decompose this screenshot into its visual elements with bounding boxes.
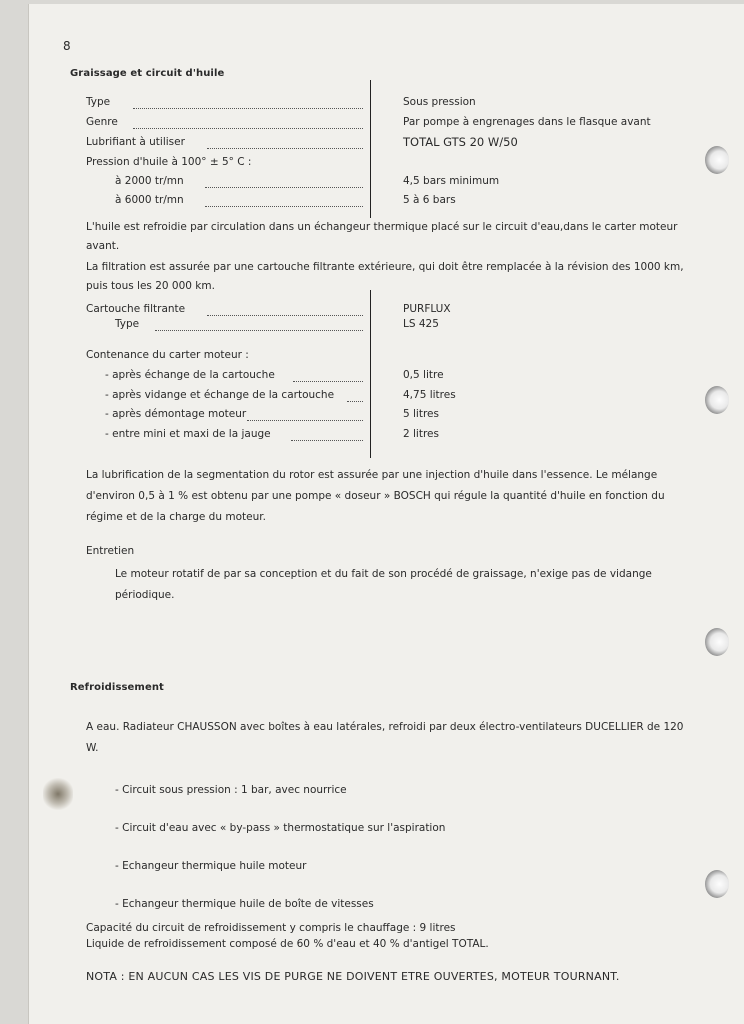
dot-leader <box>133 128 363 129</box>
spec-label: - entre mini et maxi de la jauge <box>105 428 271 440</box>
spec-value: 5 litres <box>403 408 439 420</box>
spec-value: PURFLUX <box>403 303 451 315</box>
spec-label: - après vidange et échange de la cartouche <box>105 389 335 401</box>
section-title-refroidissement: Refroidissement <box>70 682 164 693</box>
binder-hole <box>705 146 729 174</box>
spec-label: Contenance du carter moteur : <box>86 349 249 361</box>
entretien-label: Entretien <box>86 545 135 557</box>
dot-leader <box>291 440 363 441</box>
dot-leader <box>133 108 363 109</box>
spec-label: Cartouche filtrante <box>86 303 186 315</box>
list-item: - Echangeur thermique huile de boîte de vitesses <box>115 898 374 910</box>
dot-leader <box>207 148 363 149</box>
dot-leader <box>247 420 363 421</box>
spec-label: à 6000 tr/mn <box>115 194 184 206</box>
column-divider <box>370 80 371 218</box>
spec-label: Type <box>115 318 140 330</box>
binder-hole <box>705 386 729 414</box>
spec-value: 4,75 litres <box>403 389 456 401</box>
list-item: - Circuit sous pression : 1 bar, avec nourrice <box>115 784 347 796</box>
paragraph: A eau. Radiateur CHAUSSON avec boîtes à eau latérales, refroidi par deux électro-ventilateurs DUCELLIER de 120 W. <box>86 721 684 754</box>
document-page <box>28 4 744 1024</box>
spec-label: Type <box>86 96 111 108</box>
column-divider <box>370 290 371 458</box>
binder-hole <box>705 628 729 656</box>
spec-label: - après démontage moteur <box>105 408 247 420</box>
paragraph: La lubrification de la segmentation du rotor est assurée par une injection d'huile dans l'essence. Le mélange d'environ 0,5 à 1 % est obtenu par une pompe « doseur » BOSCH qui régule la quantité d'huile en fonction du régime et de la charge du moteur. <box>86 469 665 523</box>
spec-label: Genre <box>86 116 118 128</box>
spec-label: - après échange de la cartouche <box>105 369 275 381</box>
dot-leader <box>293 381 363 382</box>
paragraph: La filtration est assurée par une cartouche filtrante extérieure, qui doit être remplacée à la révision des 1000 km, puis tous les 20 000 km. <box>86 261 684 292</box>
spec-value: 4,5 bars minimum <box>403 175 500 187</box>
dot-leader <box>155 330 363 331</box>
spec-value: Sous pression <box>403 96 476 108</box>
dot-leader <box>205 187 363 188</box>
spec-value: LS 425 <box>403 318 439 330</box>
spec-value: TOTAL GTS 20 W/50 <box>403 135 518 149</box>
dot-leader <box>347 401 363 402</box>
capacity-line: Capacité du circuit de refroidissement y compris le chauffage : 9 litres <box>86 922 456 934</box>
spec-label: Lubrifiant à utiliser <box>86 136 185 148</box>
paragraph: L'huile est refroidie par circulation dans un échangeur thermique placé sur le circuit d'eau,dans le carter moteur avant. <box>86 221 678 252</box>
spec-value: Par pompe à engrenages dans le flasque avant <box>403 116 651 128</box>
spec-label: Pression d'huile à 100° ± 5° C : <box>86 156 252 168</box>
nota-warning: NOTA : EN AUCUN CAS LES VIS DE PURGE NE DOIVENT ETRE OUVERTES, MOTEUR TOURNANT. <box>86 970 620 983</box>
paragraph: Le moteur rotatif de par sa conception et du fait de son procédé de graissage, n'exige pas de vidange périodique. <box>115 568 652 601</box>
section-title-graissage: Graissage et circuit d'huile <box>70 68 225 79</box>
spec-value: 5 à 6 bars <box>403 194 456 206</box>
spec-value: 0,5 litre <box>403 369 444 381</box>
paper-stain <box>43 778 73 810</box>
coolant-line: Liquide de refroidissement composé de 60 % d'eau et 40 % d'antigel TOTAL. <box>86 938 489 950</box>
binder-hole <box>705 870 729 898</box>
dot-leader <box>207 315 363 316</box>
spec-value: 2 litres <box>403 428 439 440</box>
page-number: 8 <box>63 39 71 53</box>
list-item: - Circuit d'eau avec « by-pass » thermostatique sur l'aspiration <box>115 822 446 834</box>
spec-label: à 2000 tr/mn <box>115 175 184 187</box>
list-item: - Echangeur thermique huile moteur <box>115 860 307 872</box>
dot-leader <box>205 206 363 207</box>
